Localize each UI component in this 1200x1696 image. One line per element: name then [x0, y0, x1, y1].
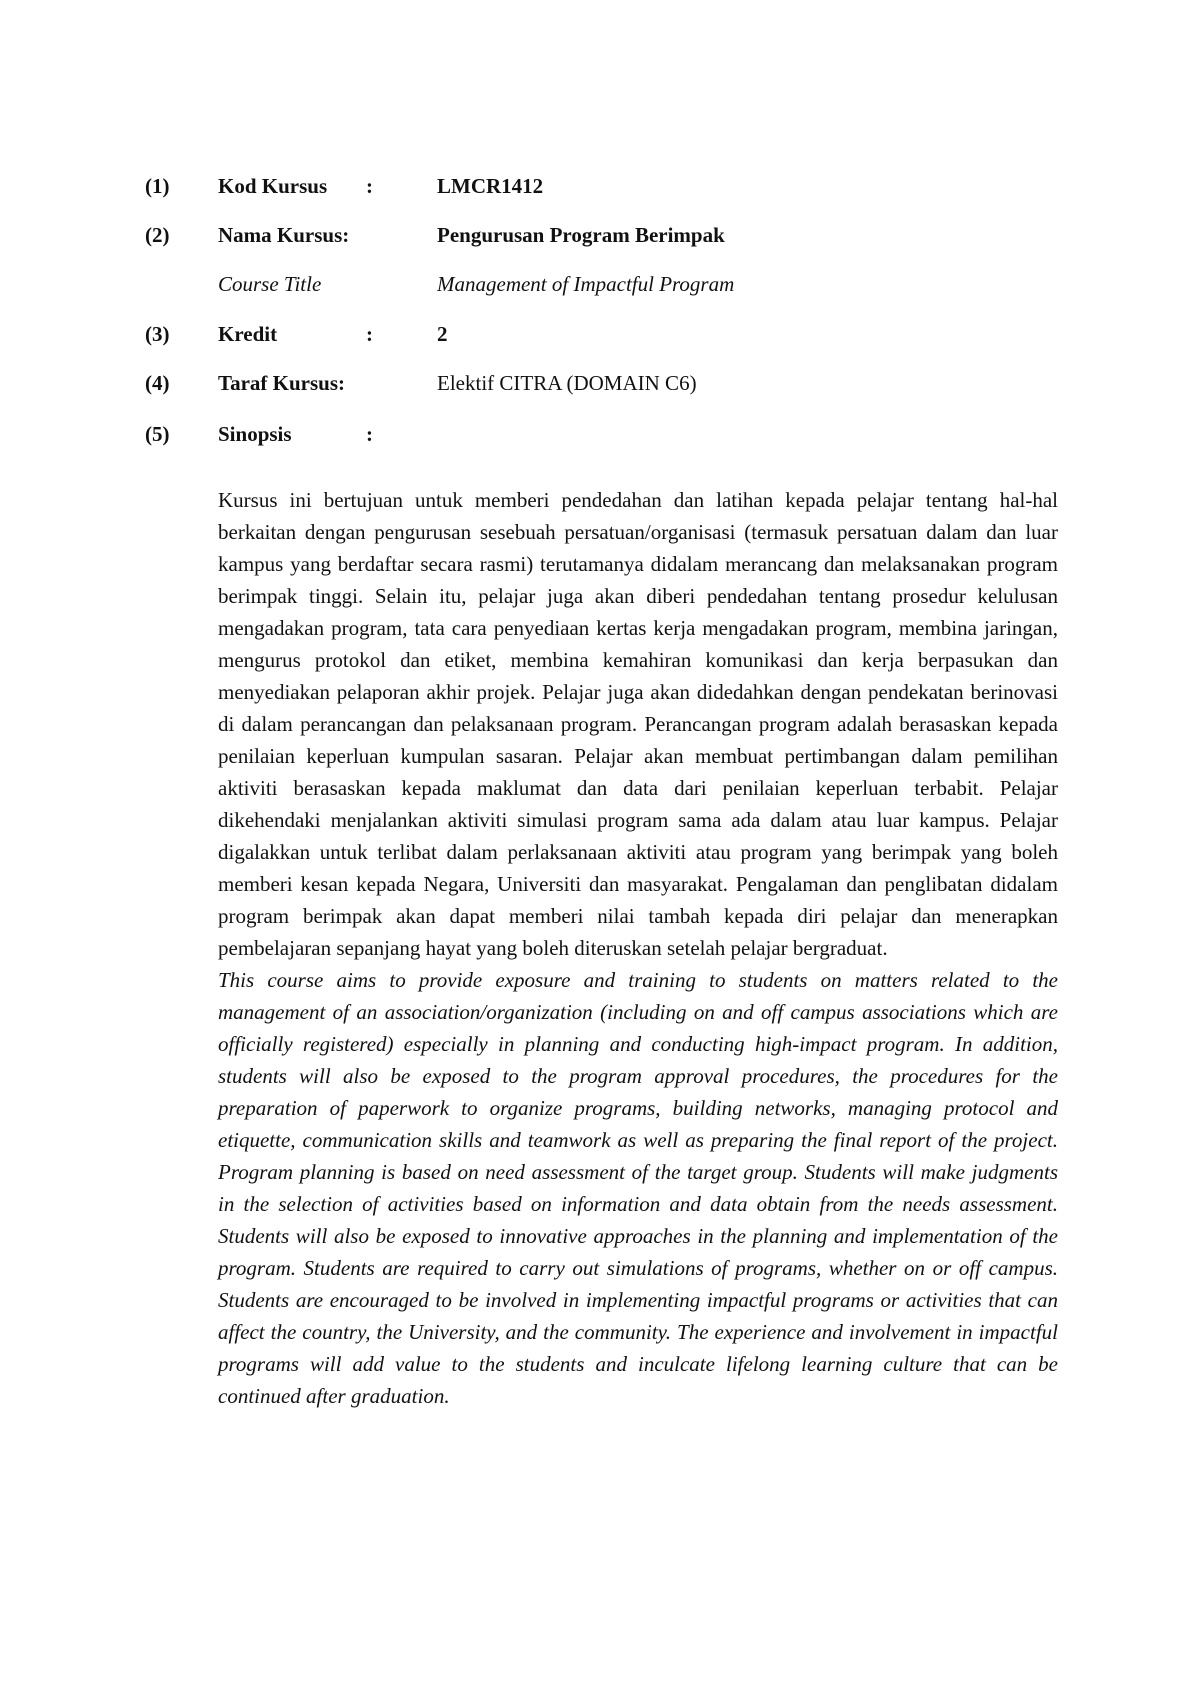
- item-number: (1): [145, 174, 170, 198]
- item-number: (2): [145, 223, 170, 247]
- course-code-value: LMCR1412: [437, 174, 544, 198]
- item-number: (5): [145, 422, 170, 446]
- colon: :: [366, 174, 373, 198]
- course-title-row: [0, 268, 1200, 300]
- colon: :: [366, 322, 373, 346]
- course-status-value: Elektif CITRA (DOMAIN C6): [437, 371, 697, 395]
- item-number: (4): [145, 371, 170, 395]
- course-status-label: Taraf Kursus:: [218, 371, 345, 395]
- course-name-label: Nama Kursus:: [218, 223, 350, 247]
- credit-value: 2: [437, 322, 448, 346]
- course-code-label: Kod Kursus: [218, 174, 328, 198]
- course-status-row: [0, 367, 1200, 399]
- course-title-value: Management of Impactful Program: [437, 272, 735, 296]
- item-number: (3): [145, 322, 170, 346]
- credit-row: [0, 318, 1200, 350]
- synopsis-english-paragraph: This course aims to provide exposure and training to students on matters related to the management of an association/organization (including on and off campus associations which are officially registered) especially in planning and conducting high-impact program. In addition, students will also be exposed to the program approval procedures, the procedures for the preparation of paperwork to organize programs, building networks, managing protocol and etiquette, communication skills and teamwork as well as preparing the final report of the project. Program planning is based on need assessment of the target group. Students will make judgments in the selection of activities based on information and data obtain from the needs assessment. Students will also be exposed to innovative approaches in the planning and implementation of the program. Students are required to carry out simulations of programs, whether on or off campus. Students are encouraged to be involved in implementing impactful programs or activities that can affect the country, the University, and the community. The experience and involvement in impactful programs will add value to the students and inculcate lifelong learning culture that can be continued after graduation.: [218, 968, 1058, 1408]
- course-name-row: [0, 219, 1200, 251]
- synopsis-malay-paragraph: Kursus ini bertujuan untuk memberi pendedahan dan latihan kepada pelajar tentang hal-hal berkaitan dengan pengurusan sesebuah persatuan/organisasi (termasuk persatuan dalam dan luar kampus yang berdaftar secara rasmi) terutamanya didalam merancang dan melaksanakan program berimpak tinggi. Selain itu, pelajar juga akan diberi pendedahan tentang prosedur kelulusan mengadakan program, tata cara penyediaan kertas kerja mengadakan program, membina jaringan, mengurus protokol dan etiket, membina kemahiran komunikasi dan kerja berpasukan dan menyediakan pelaporan akhir projek. Pelajar juga akan didedahkan dengan pendekatan berinovasi di dalam perancangan dan pelaksanaan program. Perancangan program adalah berasaskan kepada penilaian keperluan kumpulan sasaran. Pelajar akan membuat pertimbangan dalam pemilihan aktiviti berasaskan kepada maklumat dan data dari penilaian keperluan terbabit. Pelajar dikehendaki menjalankan aktiviti simulasi program sama ada dalam atau luar kampus. Pelajar digalakkan untuk terlibat dalam perlaksanaan aktiviti atau program yang berimpak yang boleh memberi kesan kepada Negara, Universiti dan masyarakat. Pengalaman dan penglibatan didalam program berimpak akan dapat memberi nilai tambah kepada diri pelajar dan menerapkan pembelajaran sepanjang hayat yang boleh diteruskan setelah pelajar bergraduat.: [218, 488, 1058, 960]
- synopsis-row: [0, 418, 1200, 450]
- colon: :: [366, 422, 373, 446]
- credit-label: Kredit: [218, 322, 278, 346]
- synopsis-label: Sinopsis: [218, 422, 292, 446]
- course-code-row: [0, 170, 1200, 202]
- course-title-label: Course Title: [218, 272, 322, 296]
- synopsis-body: [218, 484, 1058, 1412]
- course-name-value: Pengurusan Program Berimpak: [437, 223, 725, 247]
